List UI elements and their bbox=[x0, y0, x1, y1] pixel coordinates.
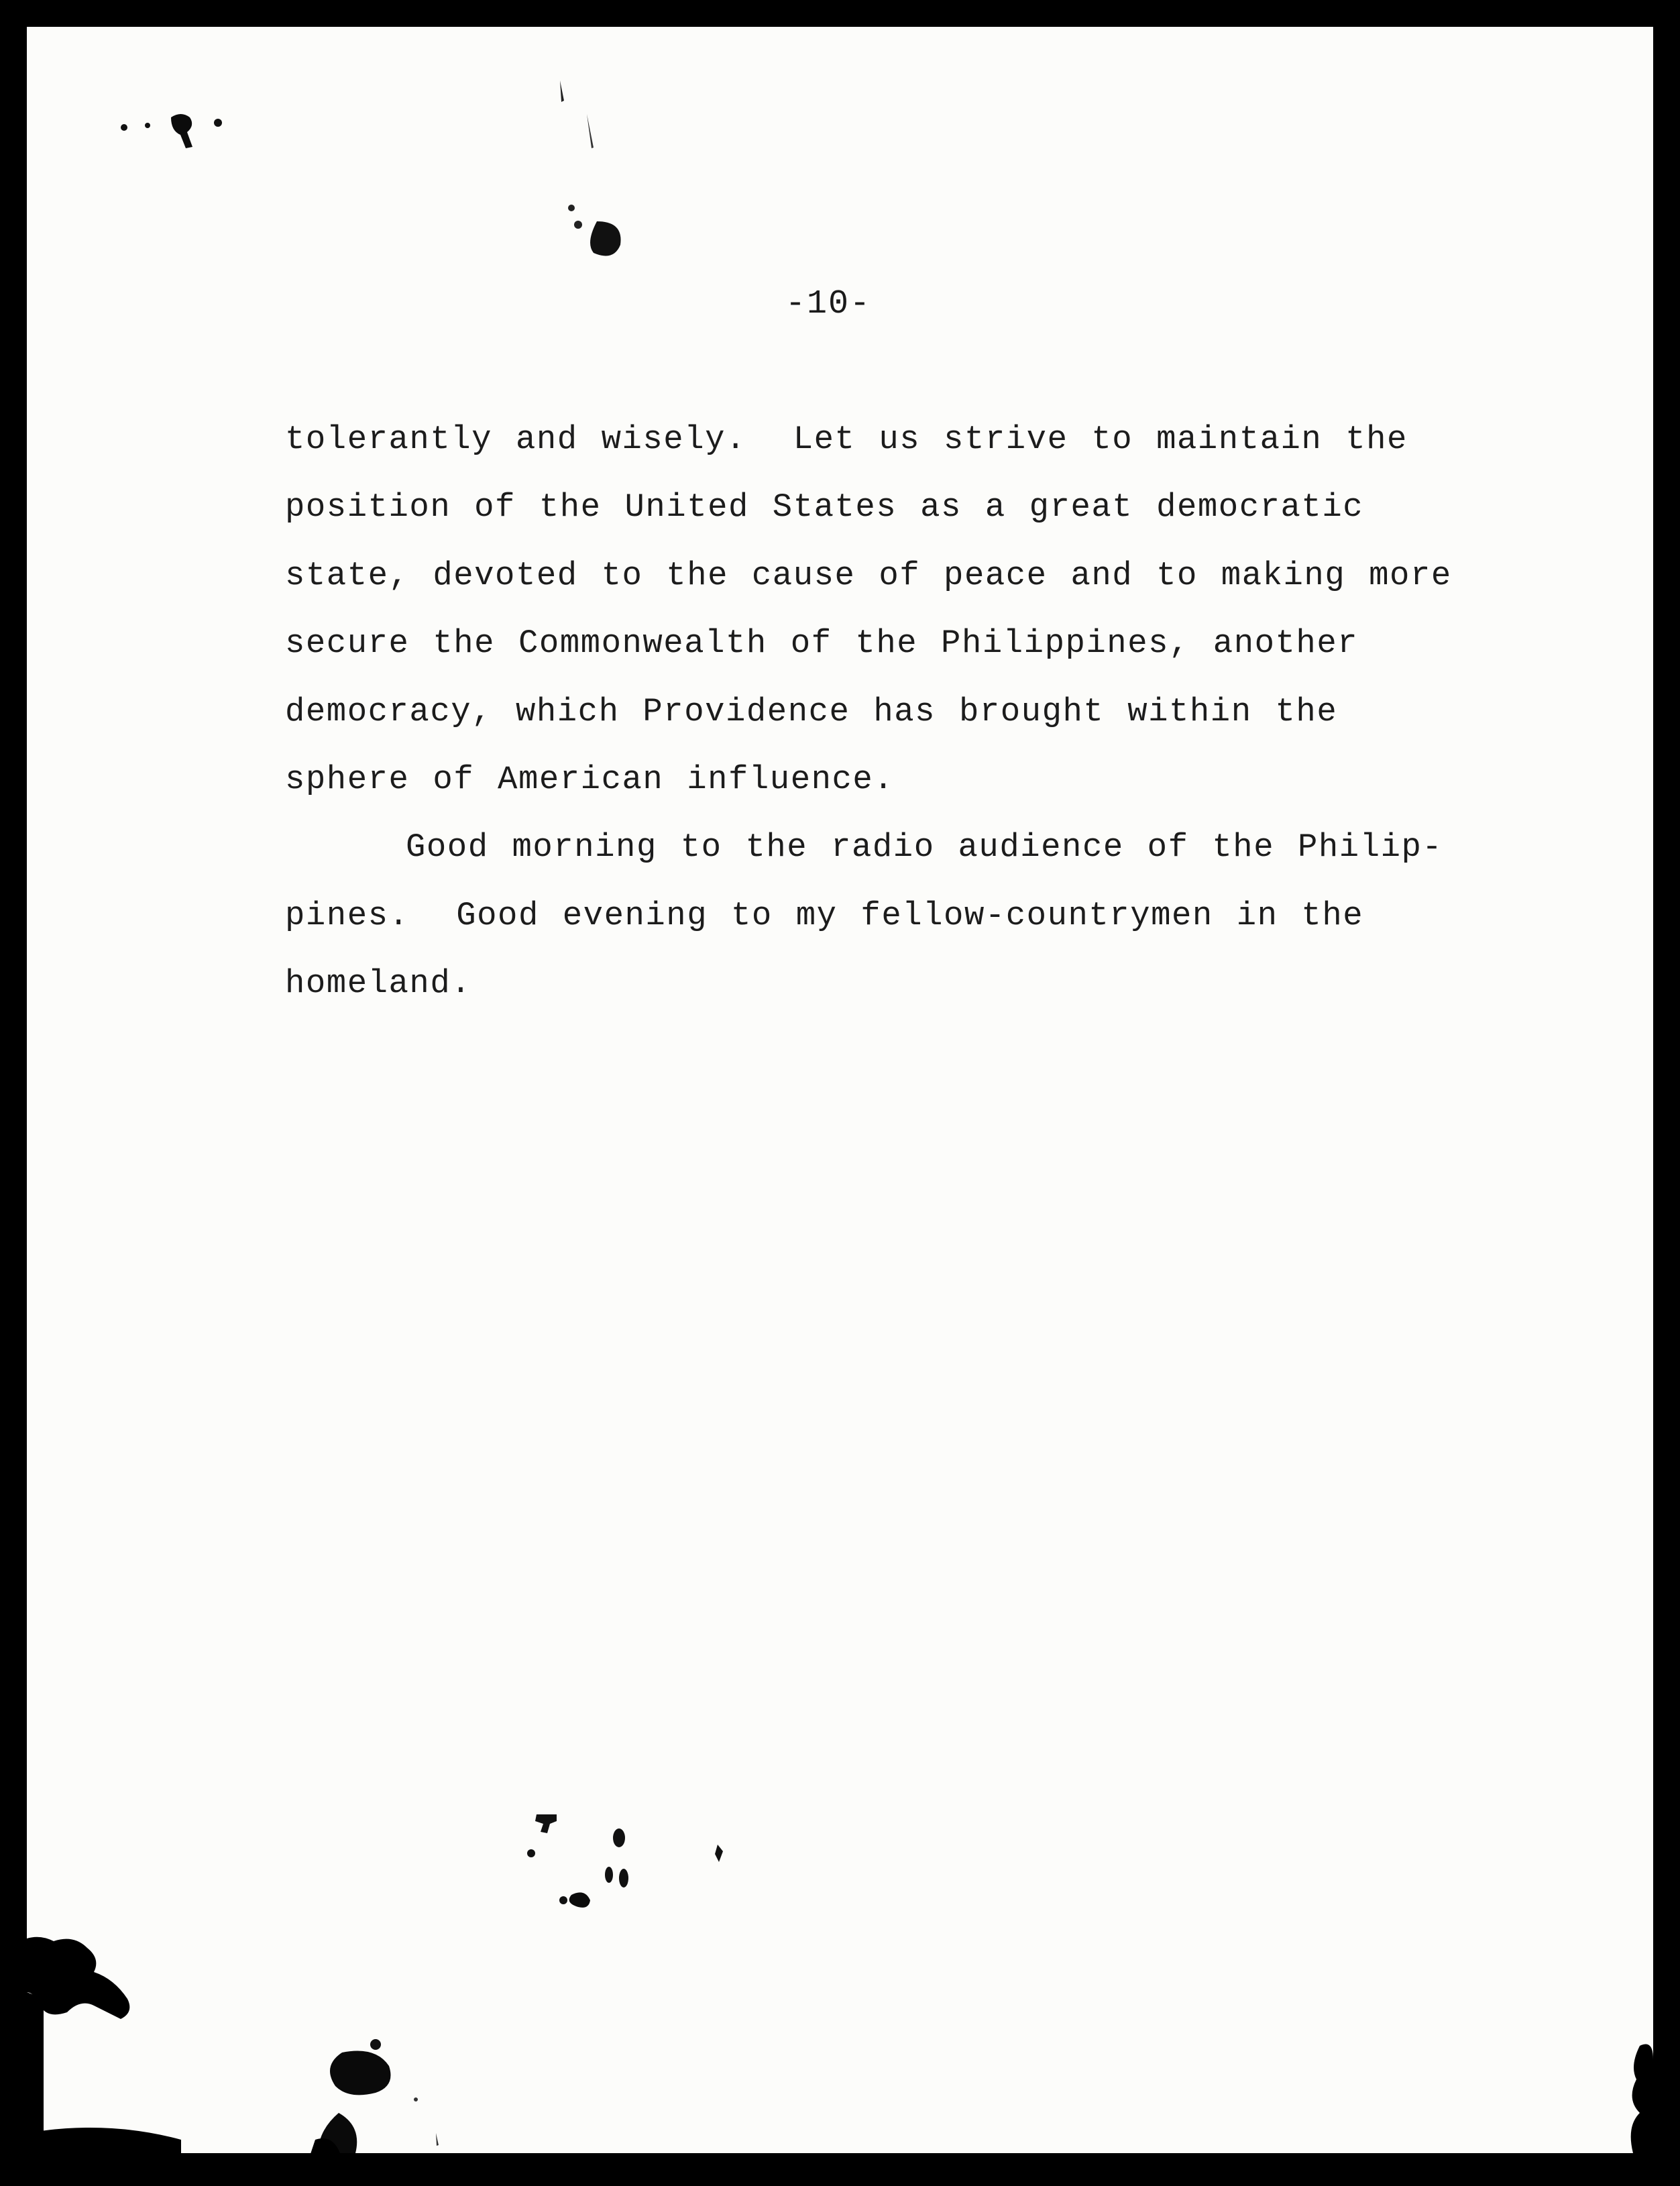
text-line: pines. Good evening to my fellow-countrymen in the bbox=[285, 896, 1364, 934]
text-line: position of the United States as a great democratic bbox=[285, 488, 1364, 527]
text-line: homeland. bbox=[285, 965, 472, 1003]
bottom-left-ink-stain-icon bbox=[27, 1932, 469, 2153]
text-line: state, devoted to the cause of peace and to making more bbox=[285, 556, 1452, 594]
page-number: -10- bbox=[785, 285, 872, 323]
top-left-smudge-icon bbox=[114, 91, 262, 151]
text-line: democracy, which Providence has brought within the bbox=[285, 692, 1338, 730]
text-line: sphere of American influence. bbox=[285, 761, 895, 799]
right-edge-stain-icon bbox=[1620, 2032, 1653, 2153]
top-streak-smudge-icon bbox=[537, 74, 671, 275]
text-line: tolerantly and wisely. Let us strive to maintain the bbox=[285, 421, 1408, 458]
text-line: secure the Commonwealth of the Philippines, another bbox=[285, 624, 1359, 663]
text-line: Good morning to the radio audience of the Philip- bbox=[406, 828, 1443, 867]
body-text bbox=[285, 406, 1452, 1018]
lower-ink-blots-icon bbox=[496, 1808, 751, 1942]
document-page bbox=[27, 27, 1653, 2153]
